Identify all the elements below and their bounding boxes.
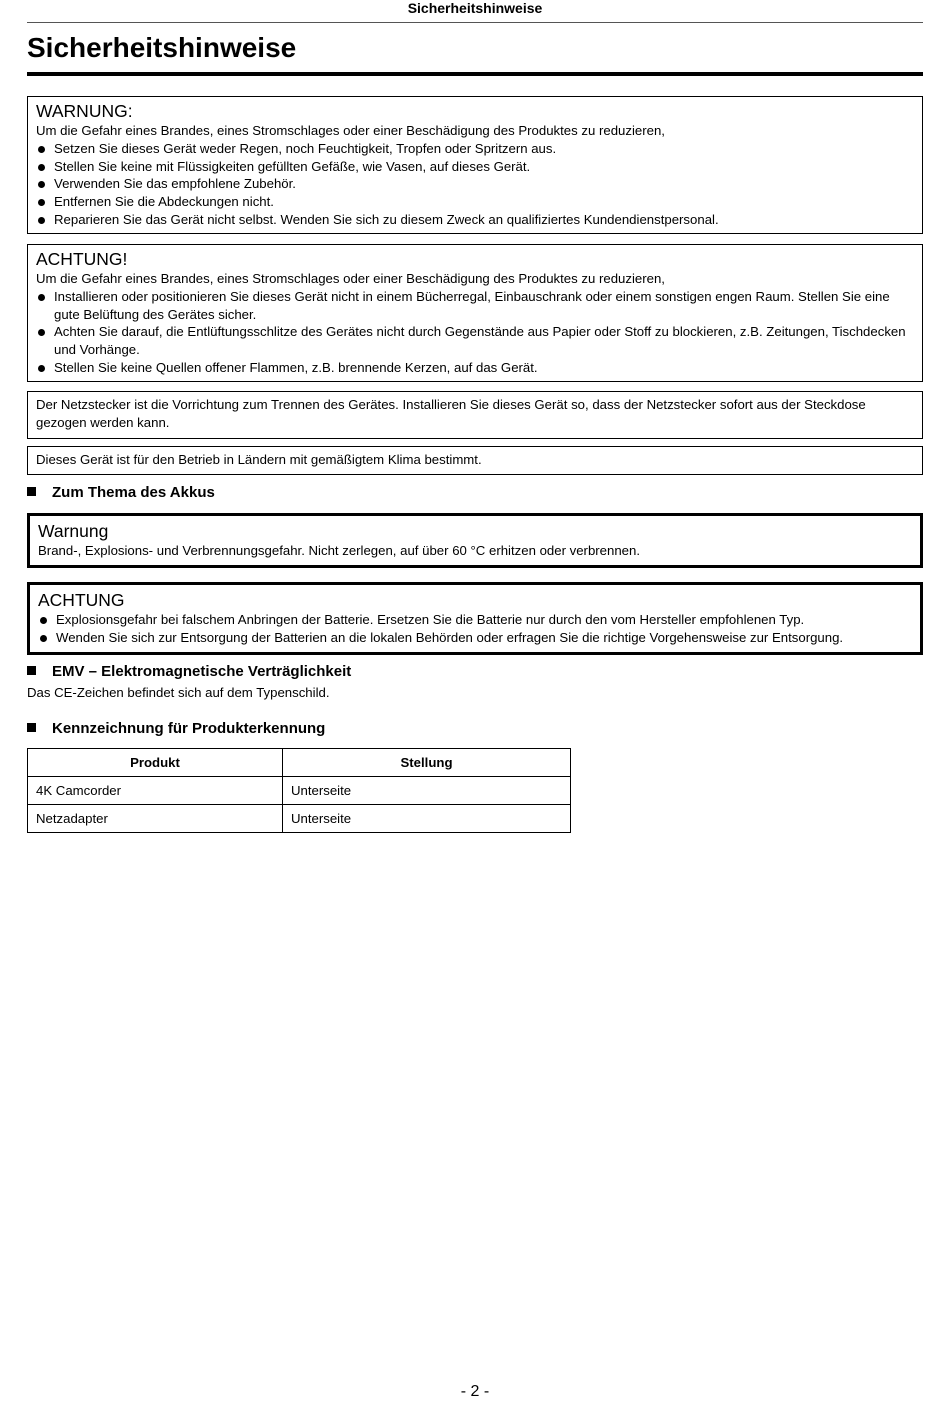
- battery-warning-title: Warnung: [38, 521, 109, 541]
- battery-section-title: Zum Thema des Akkus: [52, 484, 215, 501]
- warning-item: Stellen Sie keine mit Flüssigkeiten gefüllten Gefäße, wie Vasen, auf dieses Gerät.: [36, 158, 914, 176]
- table-cell: 4K Camcorder: [28, 777, 283, 805]
- caution-item: Stellen Sie keine Quellen offener Flammen, z.B. brennende Kerzen, auf das Gerät.: [36, 359, 914, 377]
- battery-caution-list: [38, 611, 912, 647]
- warning-item: Entfernen Sie die Abdeckungen nicht.: [36, 193, 914, 211]
- battery-section-heading: [27, 483, 215, 503]
- battery-caution-item: Explosionsgefahr bei falschem Anbringen der Batterie. Ersetzen Sie die Batterie nur durch den vom Hersteller empfohlenen Typ.: [38, 611, 912, 629]
- caution-list: [36, 288, 914, 377]
- warning-box-title: WARNUNG:: [36, 101, 133, 121]
- warning-box-intro: Um die Gefahr eines Brandes, eines Stromschlages oder einer Beschädigung des Produktes zu reduzieren,: [36, 123, 665, 138]
- table-header-row: [28, 749, 571, 777]
- square-bullet-icon: [27, 723, 36, 732]
- battery-caution-title: ACHTUNG: [38, 590, 125, 610]
- power-plug-note-text: Der Netzstecker ist die Vorrichtung zum Trennen des Gerätes. Installieren Sie dieses Gerät so, dass der Netzstecker sofort aus der Steckdose gezogen werden kann.: [36, 397, 866, 430]
- battery-warning-text: Brand-, Explosions- und Verbrennungsgefahr. Nicht zerlegen, auf über 60 °C erhitzen oder verbrennen.: [38, 543, 641, 558]
- power-plug-note: [27, 391, 923, 439]
- table-cell: Unterseite: [283, 777, 571, 805]
- warning-item: Verwenden Sie das empfohlene Zubehör.: [36, 175, 914, 193]
- table-cell: Netzadapter: [28, 805, 283, 833]
- caution-box-title: ACHTUNG!: [36, 249, 128, 269]
- battery-caution-item: Wenden Sie sich zur Entsorgung der Batterien an die lokalen Behörden oder erfragen Sie die richtige Vorgehensweise zur Entsorgung.: [38, 629, 912, 647]
- caution-item: Installieren oder positionieren Sie dieses Gerät nicht in einem Bücherregal, Einbauschrank oder einem sonstigen engen Raum. Stellen Sie eine gute Belüftung des Gerätes sicher.: [36, 288, 914, 324]
- page-number: - 2 -: [460, 1383, 490, 1400]
- running-header: [27, 0, 923, 23]
- table-row: [28, 777, 571, 805]
- identification-section-title: Kennzeichnung für Produkterkennung: [52, 720, 326, 737]
- climate-note-text: Dieses Gerät ist für den Betrieb in Ländern mit gemäßigtem Klima bestimmt.: [36, 452, 482, 467]
- square-bullet-icon: [27, 487, 36, 496]
- warning-list: [36, 140, 914, 229]
- caution-box-intro: Um die Gefahr eines Brandes, eines Stromschlages oder einer Beschädigung des Produktes zu reduzieren,: [36, 271, 665, 286]
- warning-box: [27, 96, 923, 234]
- column-header-position: Stellung: [283, 749, 571, 777]
- warning-item: Reparieren Sie das Gerät nicht selbst. Wenden Sie sich zu diesem Zweck an qualifiziertes Kundendienstpersonal.: [36, 211, 914, 229]
- caution-box: [27, 244, 923, 382]
- product-identification-table: [27, 748, 571, 833]
- climate-note: [27, 446, 923, 475]
- caution-item: Achten Sie darauf, die Entlüftungsschlitze des Gerätes nicht durch Gegenstände aus Papier oder Stoff zu blockieren, z.B. Zeitungen, Tischdecken und Vorhänge.: [36, 323, 914, 359]
- battery-warning-box: [27, 513, 923, 568]
- identification-section-heading: [27, 719, 325, 739]
- battery-caution-box: [27, 582, 923, 655]
- emv-section-title: EMV – Elektromagnetische Verträglichkeit: [52, 663, 352, 680]
- table-row: [28, 805, 571, 833]
- square-bullet-icon: [27, 666, 36, 675]
- emv-section-text: Das CE-Zeichen befindet sich auf dem Typenschild.: [27, 685, 330, 700]
- page-title: Sicherheitshinweise: [27, 32, 297, 63]
- running-header-title: Sicherheitshinweise: [407, 0, 543, 16]
- table-cell: Unterseite: [283, 805, 571, 833]
- title-rule: [27, 72, 923, 76]
- column-header-product: Produkt: [28, 749, 283, 777]
- emv-section-heading: [27, 662, 351, 682]
- warning-item: Setzen Sie dieses Gerät weder Regen, noch Feuchtigkeit, Tropfen oder Spritzern aus.: [36, 140, 914, 158]
